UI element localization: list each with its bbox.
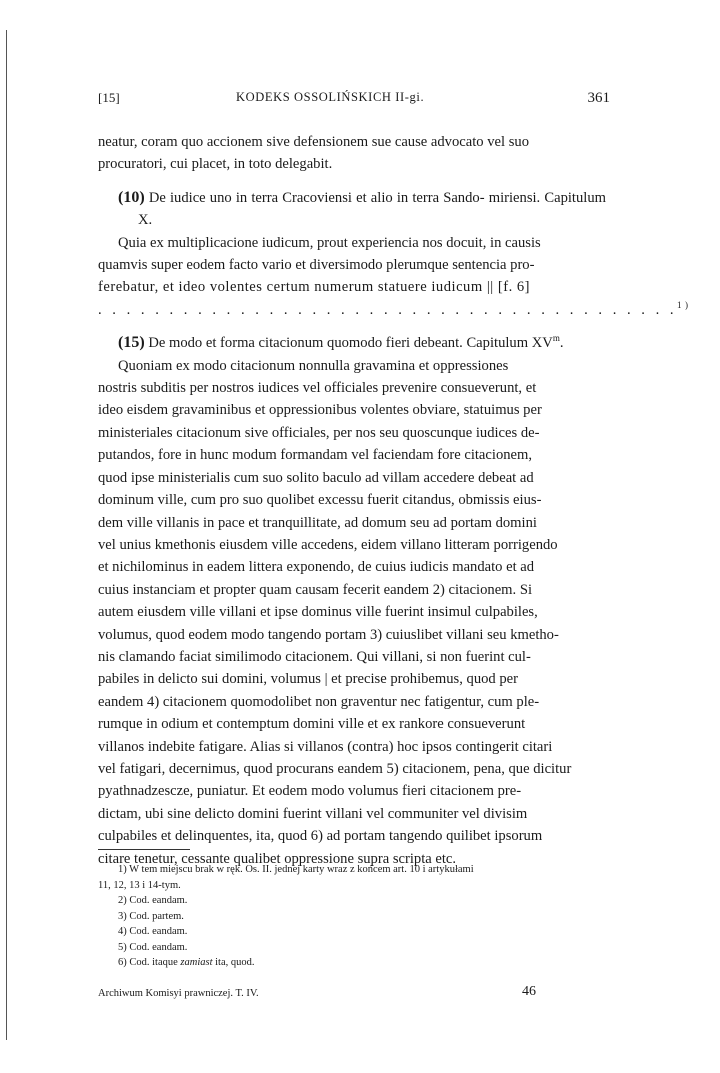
running-header <box>98 90 618 112</box>
footnotes <box>98 862 610 971</box>
section-15-heading: (15) De modo et forma citacionum quomodo fieri debeant. Capitulum $XV^m$. <box>118 333 564 352</box>
section-15-line: cuius instanciam et propter quam causam fecerit eandem 2) citacionem. Si <box>98 581 533 598</box>
section-15-line: volumus, quod eodem modo tangendo portam 3) cuiuslibet villani seu kmetho- <box>98 626 559 643</box>
lacuna-dots: . . . . . . . . . . . . . . . . . . . . . . . . . . . . . . . . . . . . . . . . .$^{1)}$ <box>98 299 692 318</box>
header-title: KODEKS OSSOLIŃSKICH II-gi. <box>236 90 425 104</box>
intro-line: procuratori, cui placet, in toto delegabit. <box>98 156 333 173</box>
section-15-line: ministeriales citacionum sive officiales, per nos seu quoscunque iudices de- <box>98 424 540 441</box>
section-10-title: De iudice uno in terra Cracoviensi et alio in terra Sando- <box>148 189 485 206</box>
section-15-line: dominum ville, cum pro suo quolibet excessu fuerit citandus, obmissis eius- <box>98 492 542 509</box>
section-15-title-cont: Capitulum XV <box>466 335 553 352</box>
section-15-line: vel fatigari, decernimus, quod procurans eandem 5) citacionem, pena, que dicitur <box>98 760 572 777</box>
section-10-line: ferebatur, et ideo volentes certum numerum statuere iudicum || [f. 6] <box>98 279 531 296</box>
footnote-4: 4) Cod. eandam. <box>118 926 188 937</box>
footnote-1-cont: 11, 12, 13 i 14-tym. <box>98 879 181 891</box>
section-15-line: autem eiusdem ville villani et ipse dominus ville fuerint insimul culpabiles, <box>98 604 538 621</box>
page-edge-line <box>6 30 7 1040</box>
section-15-number: (15) <box>118 334 145 352</box>
section-15-line: et nichilominus in eadem littera exponendo, de cuius iudicis mandato et ad <box>98 559 535 576</box>
section-10-line: Quia ex multiplicacione iudicum, prout experiencia nos docuit, in causis <box>118 234 541 251</box>
section-15-line: eandem 4) citacionem quomodolibet non graventur nec fatigentur, cum ple- <box>98 693 540 710</box>
section-15-line: culpabiles et delinquentes, ita, quod 6) ad portam tangendo quilibet ipsorum <box>98 828 543 845</box>
intro-line: neatur, coram quo accionem sive defensionem sue cause advocato vel suo <box>98 134 529 150</box>
footnote-6: 6) Cod. itaque zamiast ita, quod. <box>118 957 255 968</box>
section-10-line: quamvis super eodem facto vario et diversimodo plerumque sentencia pro- <box>98 257 535 274</box>
section-15-line: putandos, fore in hunc modum formandam vel faciendam fore citacionem, <box>98 447 533 464</box>
sheet-number: 46 <box>522 984 536 999</box>
footnote-3: 3) Cod. partem. <box>118 910 184 922</box>
section-15-line: dictam, ubi sine delicto domini fuerint villani vel communiter vel divisim <box>98 805 528 822</box>
page-number: 361 <box>587 90 610 106</box>
footnote-1: 1) W tem miejscu brak w ręk. Os. II. jednej karty wraz z końcem art. 10 i artykułami <box>118 864 474 875</box>
section-15-line: citare tenetur, cessante qualibet oppressione supra scripta etc. <box>98 850 457 867</box>
lacuna-note-ref: 1) <box>677 299 692 310</box>
header-section-ref: [15] <box>98 90 120 105</box>
section-15-line: dem ville villanis in pace et tranquillitate, ad domum seu ad portam domini <box>98 514 537 531</box>
section-15-title: De modo et forma citacionum quomodo fieri debeant. <box>148 335 463 352</box>
section-15-line: nis clamando faciat similimodo citacionem. Qui villani, si non fuerint cul- <box>98 648 531 665</box>
page-footer <box>98 984 610 999</box>
footnote-divider <box>98 849 190 850</box>
section-10-heading <box>118 187 606 232</box>
section-15-line: nostris subditis per nostros iudices vel officiales prevenire consueverunt, et <box>98 380 537 397</box>
section-15-line: villanos indebite fatigare. Alias si villanos (contra) hoc ipsos contingerit citari <box>98 738 553 755</box>
footnote-5: 5) Cod. eandam. <box>118 941 188 953</box>
section-15-line: vel unius kmethonis eiusdem ville accedens, eidem villano litteram porrigendo <box>98 536 558 553</box>
main-text <box>98 131 692 870</box>
section-15-title-sup: m <box>552 333 560 344</box>
section-15-line: rumque in odium et contemptum domini ville et ex rankore consueverunt <box>98 716 526 733</box>
section-15-line: Quoniam ex modo citacionum nonnulla gravamina et oppressiones <box>118 357 509 374</box>
section-15-line: pabiles in delicto sui domini, volumus | et precise prohibemus, quod per <box>98 671 518 688</box>
section-15-line: ideo eisdem gravaminibus et oppressionibus volentes obviare, statuimus per <box>98 402 542 419</box>
section-10-title-cont: miriensi. Capitulum X. <box>138 189 606 229</box>
footnote-2: 2) Cod. eandam. <box>118 895 188 906</box>
section-15-line: pyathnadzesczе, puniatur. Et eodem modo volumus fieri citacionem pre- <box>98 783 522 800</box>
footer-signature: Archiwum Komisyi prawniczej. T. IV. <box>98 988 259 999</box>
section-10-number: (10) <box>118 188 145 206</box>
section-15-line: quod ipse ministerialis cum suo solito baculo ad villam accedere debeat ad <box>98 469 534 486</box>
